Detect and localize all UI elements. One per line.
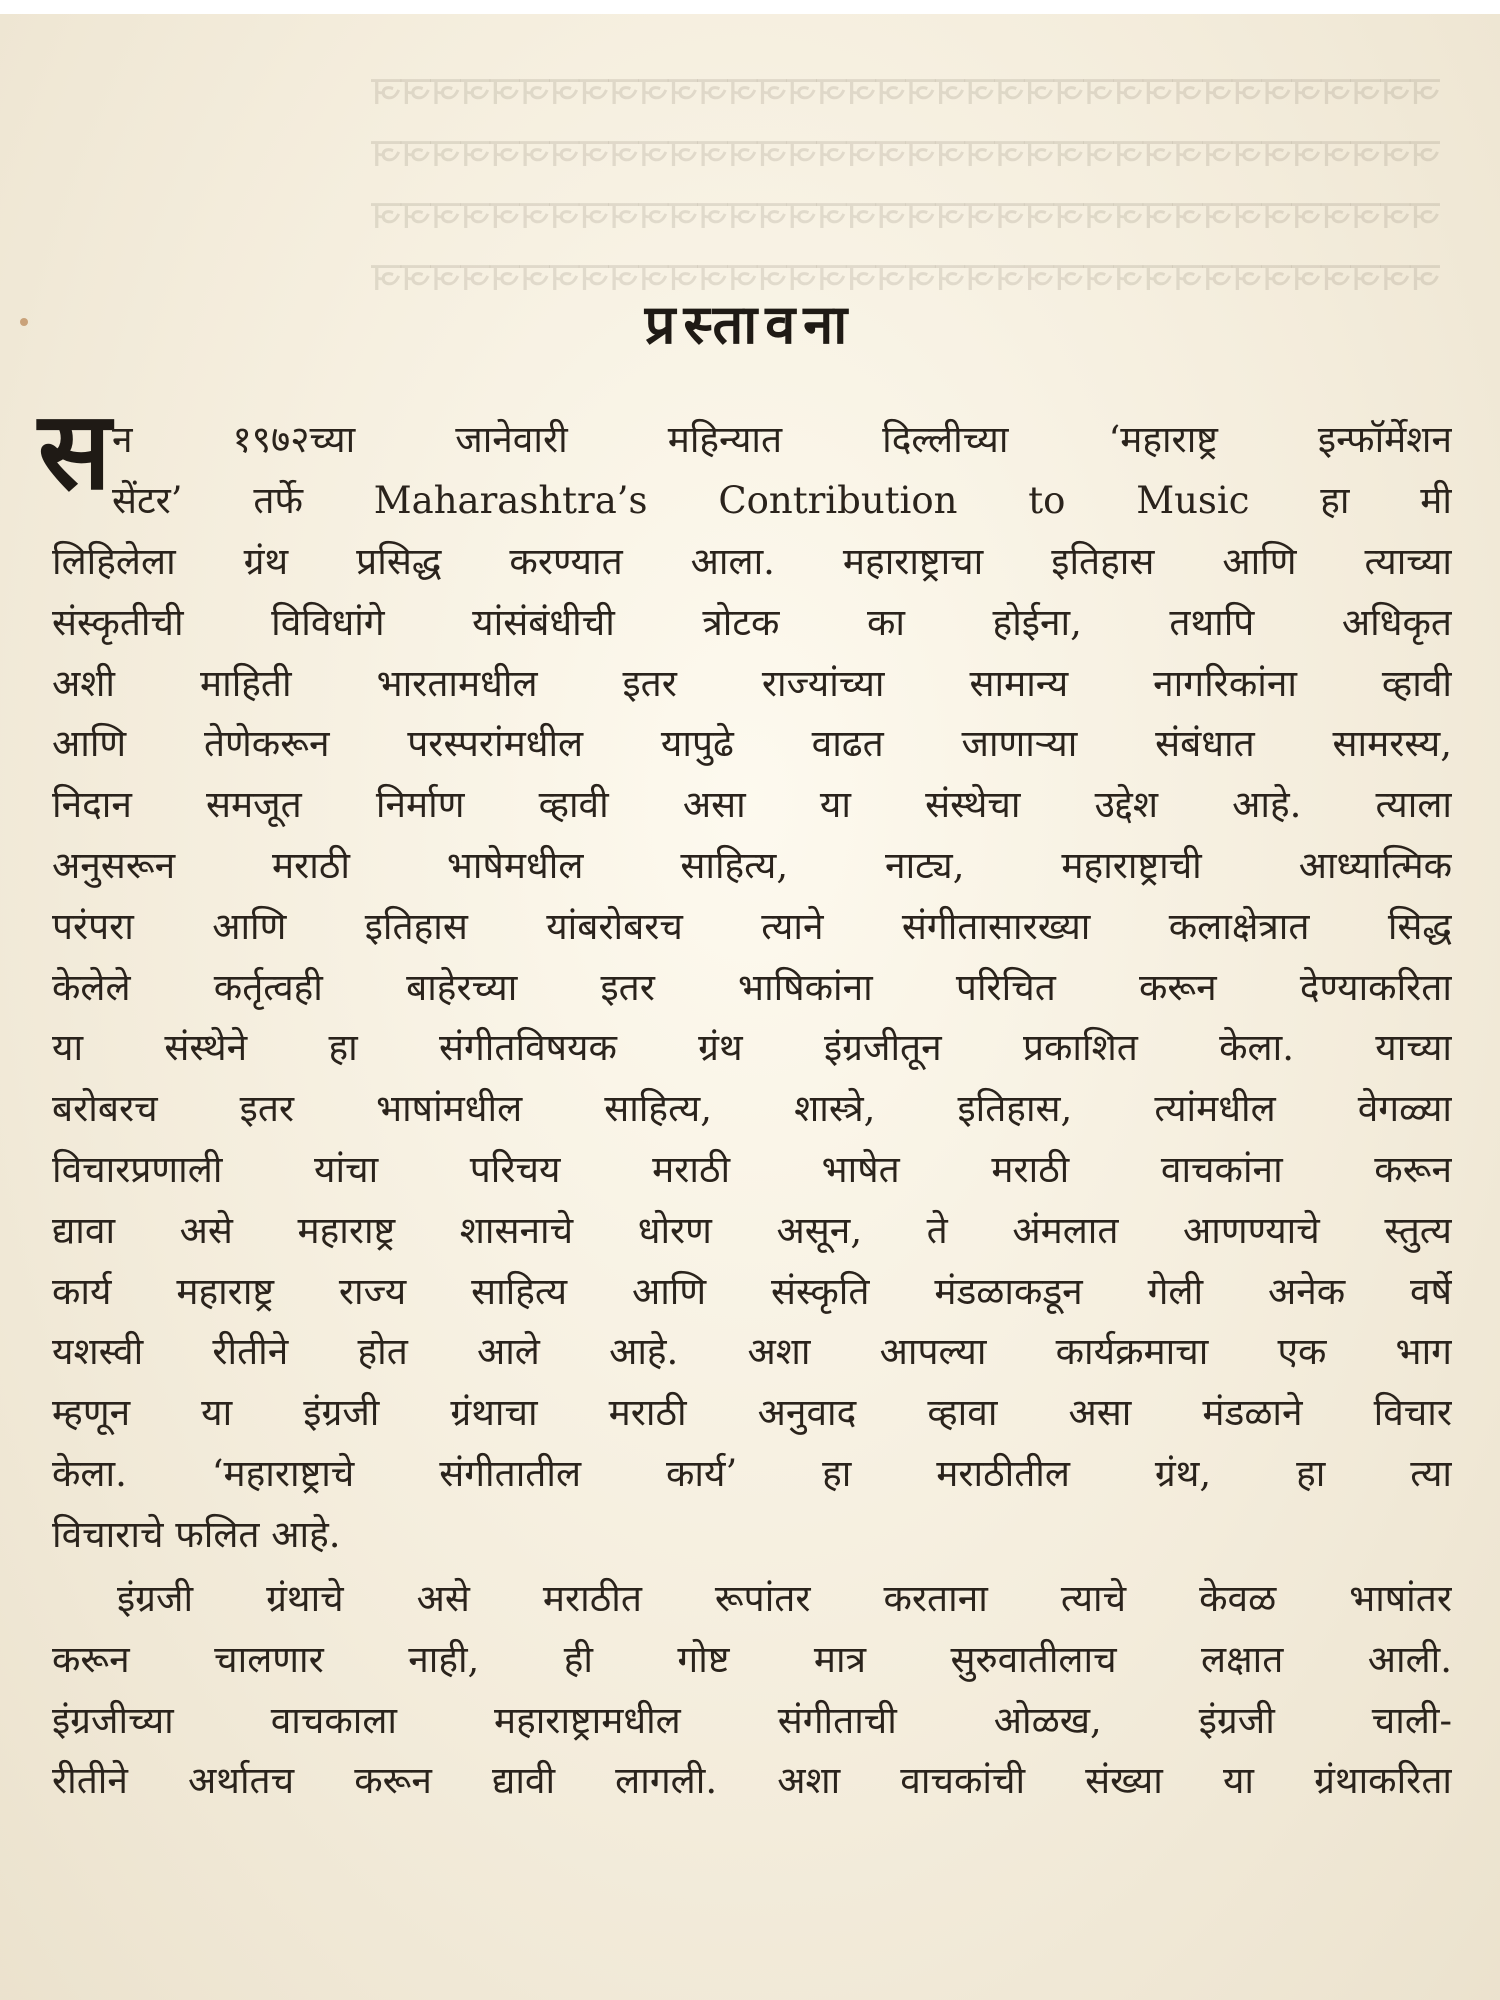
text-line: संस्कृतीची विविधांगे यांसंबंधीची त्रोटक का होईना, तथापि अधिकृत [52, 600, 1452, 644]
text-line: अशी माहिती भारतामधील इतर राज्यांच्या सामान्य नागरिकांना व्हावी [52, 661, 1452, 705]
text-line: इंग्रजीच्या वाचकाला महाराष्ट्रामधील संगीताची ओळख, इंग्रजी चाली- [52, 1698, 1452, 1742]
page-top-edge [0, 0, 1500, 14]
text-line: अनुसरून मराठी भाषेमधील साहित्य, नाट्य, महाराष्ट्राची आध्यात्मिक [52, 843, 1452, 887]
text-line: लिहिलेला ग्रंथ प्रसिद्ध करण्यात आला. महाराष्ट्राचा इतिहास आणि त्याच्या [52, 540, 1452, 583]
paragraph1-line2 [112, 471, 1452, 532]
text-line: यशस्वी रीतीने होत आले आहे. अशा आपल्या कार्यक्रमाचा एक भाग [52, 1330, 1452, 1374]
text-line: परंपरा आणि इतिहास यांबरोबरच त्याने संगीतासारख्या कलाक्षेत्रात सिद्ध [52, 904, 1452, 948]
text-line: केला. ‘महाराष्ट्राचे संगीतातील कार्य’ हा मराठीतील ग्रंथ, हा त्या [52, 1451, 1452, 1495]
text-line: म्हणून या इंग्रजी ग्रंथाचा मराठी अनुवाद व्हावा असा मंडळाने विचार [52, 1391, 1452, 1435]
paragraph2-body [52, 1569, 1452, 1812]
text-line: आणि तेणेकरून परस्परांमधील यापुढे वाढत जाणाऱ्या संबंधात सामरस्य, [52, 722, 1452, 766]
paragraph1-body [52, 532, 1452, 1566]
text-line: या संस्थेने हा संगीतविषयक ग्रंथ इंग्रजीतून प्रकाशित केला. याच्या [52, 1026, 1452, 1070]
text-line: कार्य महाराष्ट्र राज्य साहित्य आणि संस्कृति मंडळाकडून गेली अनेक वर्षे [52, 1269, 1452, 1313]
page-title: प्रस्तावना [644, 293, 856, 356]
text-line: द्यावा असे महाराष्ट्र शासनाचे धोरण असून, ते अंमलात आणण्याचे स्तुत्य [52, 1208, 1452, 1252]
text-line: सेंटर’ तर्फे Maharashtra’s Contribution to Music हा मी [112, 479, 1452, 522]
paragraph1-line1 [112, 410, 1452, 471]
dropcap-letter: स [38, 389, 112, 514]
text-line: इंग्रजी ग्रंथाचे असे मराठीत रूपांतर करताना त्याचे केवळ भाषांतर [117, 1577, 1452, 1620]
text-line: विचाराचे फलित आहे. [52, 1512, 341, 1556]
text-line: विचारप्रणाली यांचा परिचय मराठी भाषेत मराठी वाचकांना करून [52, 1147, 1452, 1191]
text-line: निदान समजूत निर्माण व्हावी असा या संस्थेचा उद्देश आहे. त्याला [52, 783, 1452, 827]
text-line: बरोबरच इतर भाषांमधील साहित्य, शास्त्रे, इतिहास, त्यांमधील वेगळ्या [52, 1087, 1452, 1131]
text-line: न १९७२च्या जानेवारी महिन्यात दिल्लीच्या ‘महाराष्ट्र इन्फॉर्मेशन [112, 418, 1452, 461]
text-line: करून चालणार नाही, ही गोष्ट मात्र सुरुवातीलाच लक्षात आली. [52, 1637, 1452, 1681]
bleed-through-texture: ञञञञञञञञञञञञञञञञञञञञञञञञञञञञञञञञञञञञ ञञञञञञञञञञञञञञञञञञञञञञञञञञञञञञञञञञञञ ञञञञञञञञञञञञञञञञञञञञञञञञञञञञञञञञञञञञ ञञञञञञञञञञञञञञञञञञञञञञञञञञञञञञञञञञञञ [371, 68, 1440, 300]
text-line: रीतीने अर्थातच करून द्यावी लागली. अशा वाचकांची संख्या या ग्रंथाकरिता [52, 1759, 1452, 1803]
text-line: केलेले कर्तृत्वही बाहेरच्या इतर भाषिकांना परिचित करून देण्याकरिता [52, 965, 1452, 1009]
